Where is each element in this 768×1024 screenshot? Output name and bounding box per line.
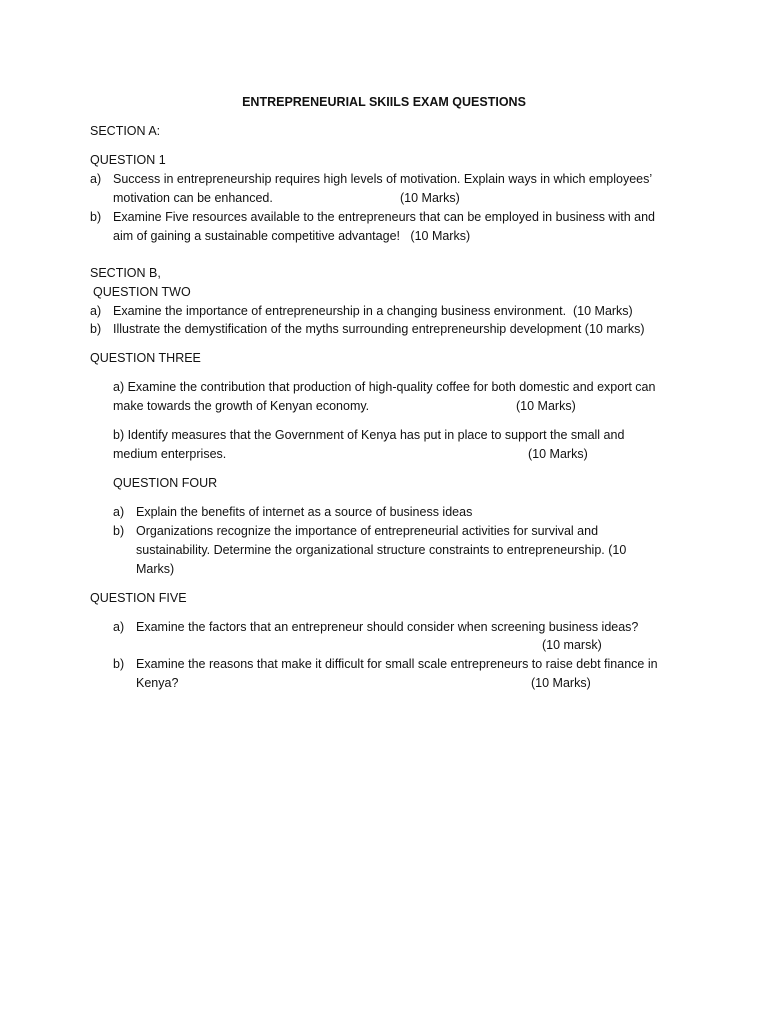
question-five-heading: QUESTION FIVE <box>90 591 187 605</box>
q3-a-line1: a) Examine the contribution that production of high-quality coffee for both domestic and export can <box>113 380 656 394</box>
q5-a-line1: Examine the factors that an entrepreneur should consider when screening business ideas? <box>136 620 639 634</box>
q5-b-marks: (10 Marks) <box>531 676 591 690</box>
q4-a-marker: a) <box>113 505 125 519</box>
q5-b-line1: Examine the reasons that make it difficult for small scale entrepreneurs to raise debt finance in <box>136 657 658 671</box>
q4-a-text: Explain the benefits of internet as a source of business ideas <box>136 505 473 519</box>
q1-b-marker: b) <box>90 210 102 224</box>
question-four-heading: QUESTION FOUR <box>113 476 218 490</box>
q1-a-line1: Success in entrepreneurship requires high levels of motivation. Explain ways in which employees’ <box>113 172 653 186</box>
q4-b-line3: Marks) <box>136 562 175 576</box>
section-b-heading: SECTION B, <box>90 266 161 280</box>
q5-b-marker: b) <box>113 657 125 671</box>
q1-b-line2: aim of gaining a sustainable competitive advantage! (10 Marks) <box>113 229 471 243</box>
q1-a-marker: a) <box>90 172 102 186</box>
q3-a-line2: make towards the growth of Kenyan economy. <box>113 399 370 413</box>
question-two-heading: QUESTION TWO <box>93 285 191 299</box>
q1-a-marks: (10 Marks) <box>400 191 460 205</box>
q2-a-text: Examine the importance of entrepreneurship in a changing business environment. (10 Marks) <box>113 304 633 318</box>
q2-b-text: Illustrate the demystification of the myths surrounding entrepreneurship development (10 marks) <box>113 322 645 336</box>
q3-b-line1: b) Identify measures that the Government of Kenya has put in place to support the small and <box>113 428 625 442</box>
question-three-heading: QUESTION THREE <box>90 351 201 365</box>
q3-b-marks: (10 Marks) <box>528 447 588 461</box>
q5-a-marks: (10 marsk) <box>542 638 602 652</box>
q4-b-line1: Organizations recognize the importance of entrepreneurial activities for survival and <box>136 524 599 538</box>
document-title: ENTREPRENEURIAL SKIILS EXAM QUESTIONS <box>242 95 526 109</box>
question-1-heading: QUESTION 1 <box>90 153 166 167</box>
q4-b-marker: b) <box>113 524 125 538</box>
q1-b-line1: Examine Five resources available to the entrepreneurs that can be employed in business with and <box>113 210 655 224</box>
section-a-heading: SECTION A: <box>90 124 161 138</box>
q2-a-marker: a) <box>90 304 102 318</box>
q5-a-marker: a) <box>113 620 125 634</box>
q3-b-line2: medium enterprises. <box>113 447 227 461</box>
q2-b-marker: b) <box>90 322 102 336</box>
q4-b-line2: sustainability. Determine the organizational structure constraints to entrepreneurship. (10 <box>136 543 627 557</box>
q5-b-line2: Kenya? <box>136 676 179 690</box>
q3-a-marks: (10 Marks) <box>516 399 576 413</box>
q1-a-line2: motivation can be enhanced. <box>113 191 273 205</box>
